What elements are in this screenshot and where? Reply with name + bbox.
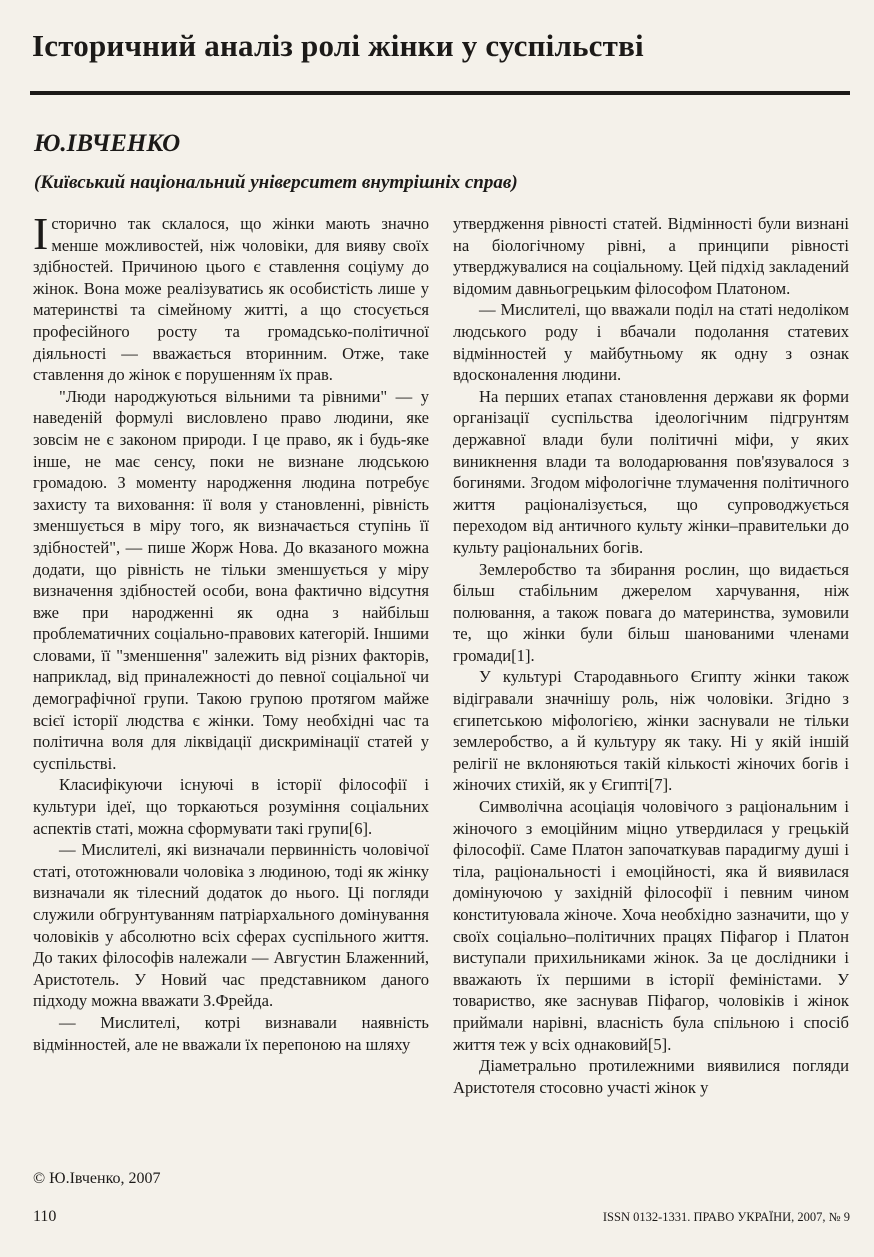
right-column xyxy=(453,213,849,1098)
paragraph: — Мислителі, що вважали поділ на статі недоліком людського роду і вбачали подолання статевих відмінностей у майбутньому як одну з ознак вдосконалення людини. xyxy=(453,300,849,385)
paragraph: утвердження рівності статей. Відмінності були визнані на біологічному рівні, а принципи рівності утверджувалися на соціальному. Цей підхід закладений відомим давньогрецьким філософом Платоном. xyxy=(453,214,849,298)
paragraph: — Мислителі, які визначали первинність чоловічої статі, ототожнювали чоловіка з людиною, тоді як жінку визначали як тілесний додаток до нього. Ці погляди служили обгрунтуванням патріархального домінування чоловіків у абсолютно всіх сферах суспільного життя. До таких філософів належали — Августин Блаженний, Аристотель. У Новий час представником даного підходу можна вважати З.Фрейда. xyxy=(33,840,429,1011)
paragraph: У культурі Стародавнього Єгипту жінки також відігравали значнішу роль, ніж чоловіки. Згідно з єгипетською міфологією, жінки заснували не тільки землеробство, а й культуру як таку. Ні у якій іншій релігії не вклоняються такій кількості жіночих богів і жіночих стихій, як у Єгипті[7]. xyxy=(453,667,849,795)
author-affiliation: (Київський національний університет внутрішніх справ) xyxy=(34,172,518,193)
paragraph: Класифікуючи існуючі в історії філософії і культури ідеї, що торкаються розуміння соціальних аспектів статі, можна сформувати такі групи[6]. xyxy=(33,775,429,838)
page-number: 110 xyxy=(33,1208,57,1225)
author-name: Ю.ІВЧЕНКО xyxy=(34,130,181,157)
paragraph: "Люди народжуються вільними та рівними" — у наведеній формулі висловлено право людини, яке зовсім не є законом природи. І це право, як і будь-яке інше, не має сенсу, поки не визнане людською громадою. З моменту народження людина потребує захисту та виховання: її воля у становленні, рівність зменшується в міру того, як визначається ступінь її здібностей", — пише Жорж Нова. До вказаного можна додати, що рівність не тільки зменшується у міру визначення здібностей особи, вона фактично відсутня вже при народженні як одна з найбільш проблематичних соціально-правових категорій. Іншими словами, її "зменшення" залежить від різних факторів, наприклад, від приналежності до певної соціальної чи демографічної групи. Такою групою протягом майже всієї історії людства є жінки. Тому необхідні час та політична воля для ліквідації дискримінації статей у суспільстві. xyxy=(33,386,429,773)
title-rule xyxy=(30,91,850,95)
paragraph: Діаметрально протилежними виявилися погляди Аристотеля стосовно участі жінок у xyxy=(453,1056,849,1097)
journal-info: ISSN 0132-1331. ПРАВО УКРАЇНИ, 2007, № 9 xyxy=(602,1210,850,1224)
article-title: Історичний аналіз ролі жінки у суспільстві xyxy=(32,28,644,63)
left-column xyxy=(33,208,429,1055)
copyright-notice: © Ю.Івченко, 2007 xyxy=(33,1170,161,1187)
paragraph: Символічна асоціація чоловічого з раціональним і жіночого з емоційним міцно утвердилася у грецькій філософії. Саме Платон започаткував парадигму душі і тіла, раціональності і емоційності, яка й виявилася домінуючою у західній філософії і певним чином конституювала жіноче. Хоча необхідно зазначити, що у своїх соціально–політичних працях Піфагор і Платон виступали прихильниками жінок. За це дослідники і вважають їх першими в історії феміністами. У товариство, яке заснував Піфагор, чоловіків і жінок приймали нарівні, власність була спільною і спосіб життя теж у всіх однаковий[5]. xyxy=(453,797,849,1054)
paragraph: На перших етапах становлення держави як форми організації суспільства ідеологічним підгрунтям державної влади були політичні міфи, у яких виникнення влади та володарювання пов'язувалося з богинями. Згодом міфологічне тлумачення політичного життя раціоналізується, що супроводжується переходом від античного культу жінки–правительки до культу раціональних богів. xyxy=(453,386,849,557)
paragraph-text: сторично так склалося, що жінки мають значно менше можливостей, ніж чоловіки, для вияву своїх здібностей. Причиною цього є ставлення соціуму до жінок. Вона може реалізуватись як особистість лише у материнстві та сімейному житті, а що стосується професійного росту та громадсько-політичної діяльності — вважається вторинним. Отже, таке ставлення до жінок є порушенням їх прав. xyxy=(33,214,429,385)
paragraph: Землеробство та збирання рослин, що видається більш стабільним джерелом харчування, ніж полювання, а також повага до материнства, зумовили те, що жінки були більш шанованими членами громади[1]. xyxy=(453,559,849,665)
paragraph: — Мислителі, котрі визнавали наявність відмінностей, але не вважали їх перепоною на шляху xyxy=(33,1012,429,1054)
paragraph xyxy=(33,208,429,386)
drop-cap: І xyxy=(33,208,49,259)
